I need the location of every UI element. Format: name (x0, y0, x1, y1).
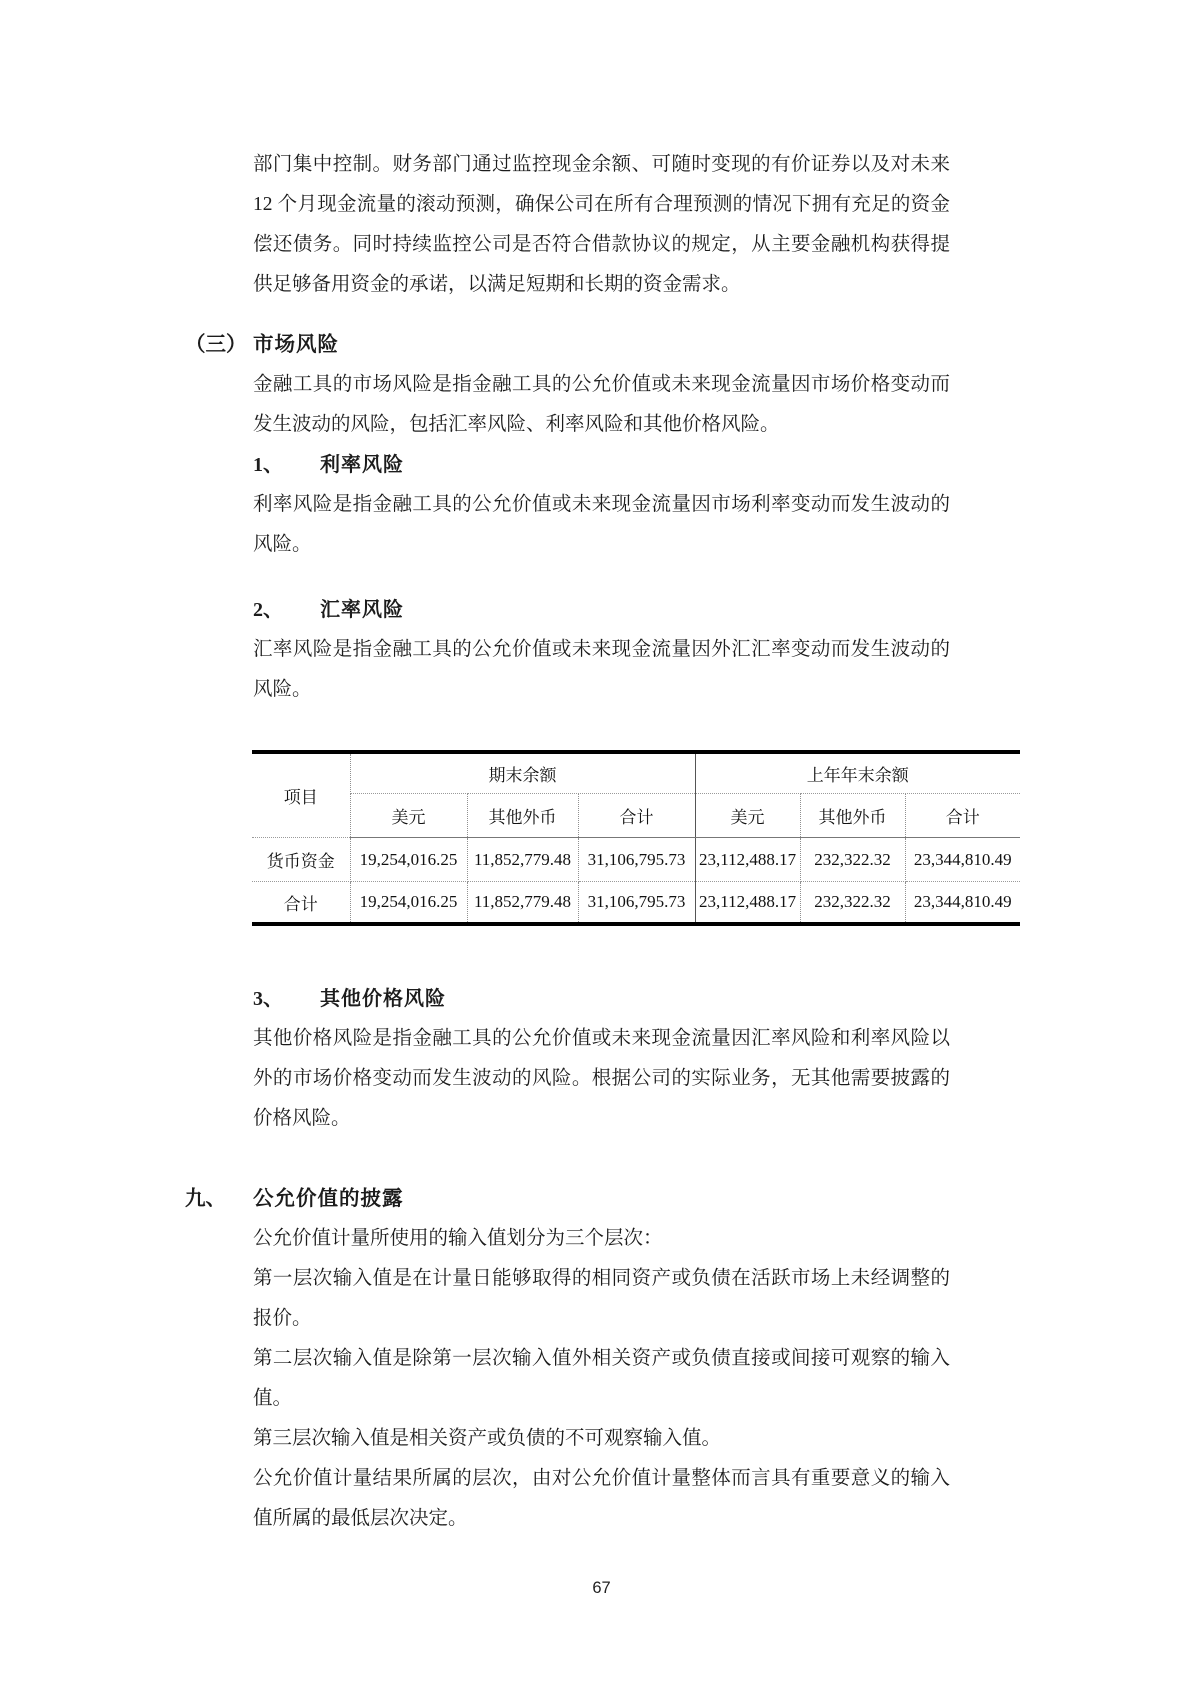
subheading-number-3: 3、 (253, 988, 283, 1010)
section-heading-fair-value (185, 1179, 1200, 1219)
table-subheader-other-currency-current: 其他外币 (467, 794, 578, 838)
row-label-total: 合计 (252, 882, 350, 925)
subheading-title-exchange-rate: 汇率风险 (320, 599, 404, 621)
subheading-number-1: 1、 (253, 454, 283, 476)
table-row-total (252, 882, 1020, 925)
fair-value-line: 第三层次输入值是相关资产或负债的不可观察输入值。 (253, 1428, 722, 1449)
section-title-fair-value: 公允价值的披露 (253, 1187, 404, 1210)
table-group-header-prior-year-end: 上年年末余额 (695, 752, 1020, 794)
cell-value: 19,254,016.25 (350, 838, 467, 882)
cell-value: 232,322.32 (800, 838, 905, 882)
cell-value: 11,852,779.48 (467, 838, 578, 882)
fair-value-line: 公允价值计量结果所属的层次，由对公允价值计量整体而言具有重要意义的输入值所属的最低层次决定。 (253, 1468, 950, 1529)
cell-value: 23,344,810.49 (905, 838, 1020, 882)
cell-value: 23,112,488.17 (695, 882, 800, 925)
table-subheader-total-prior: 合计 (905, 794, 1020, 838)
interest-rate-risk-paragraph: 利率风险是指金融工具的公允价值或未来现金流量因市场利率变动而发生波动的风险。 (253, 494, 950, 555)
table-subheader-other-currency-prior: 其他外币 (800, 794, 905, 838)
section-title-market-risk: 市场风险 (253, 333, 339, 356)
subheading-exchange-rate-risk (253, 590, 1200, 630)
table-subheader-usd-prior: 美元 (695, 794, 800, 838)
table-row-monetary-funds (252, 838, 1020, 882)
table-header-item: 项目 (252, 752, 350, 838)
row-label-monetary-funds: 货币资金 (252, 838, 350, 882)
table-subheader-usd-current: 美元 (350, 794, 467, 838)
fair-value-line: 公允价值计量所使用的输入值划分为三个层次： (253, 1228, 663, 1249)
cell-value: 23,344,810.49 (905, 882, 1020, 925)
section-heading-market-risk (185, 325, 1200, 365)
cell-value: 11,852,779.48 (467, 882, 578, 925)
subheading-number-2: 2、 (253, 599, 283, 621)
subheading-interest-rate-risk (253, 445, 1200, 485)
fair-value-line: 第二层次输入值是除第一层次输入值外相关资产或负债直接或间接可观察的输入值。 (253, 1348, 950, 1409)
cell-value: 19,254,016.25 (350, 882, 467, 925)
cell-value: 232,322.32 (800, 882, 905, 925)
cell-value: 31,106,795.73 (578, 838, 695, 882)
subheading-title-interest-rate: 利率风险 (320, 454, 404, 476)
cell-value: 31,106,795.73 (578, 882, 695, 925)
page-number: 67 (592, 1579, 611, 1597)
section-label-fair-value: 九、 (185, 1188, 226, 1210)
subheading-other-price-risk (253, 979, 1200, 1019)
table-subheader-total-current: 合计 (578, 794, 695, 838)
fair-value-line: 第一层次输入值是在计量日能够取得的相同资产或负债在活跃市场上未经调整的报价。 (253, 1268, 950, 1329)
table-group-header-period-end: 期末余额 (350, 752, 695, 794)
market-risk-paragraph: 金融工具的市场风险是指金融工具的公允价值或未来现金流量因市场价格变动而发生波动的风险，包括汇率风险、利率风险和其他价格风险。 (253, 374, 950, 435)
other-price-risk-paragraph: 其他价格风险是指金融工具的公允价值或未来现金流量因汇率风险和利率风险以外的市场价格变动而发生波动的风险。根据公司的实际业务，无其他需要披露的价格风险。 (253, 1028, 950, 1129)
intro-paragraph: 部门集中控制。财务部门通过监控现金余额、可随时变现的有价证券以及对未来 12 个月现金流量的滚动预测，确保公司在所有合理预测的情况下拥有充足的资金偿还债务。同时持续监控公司是否符合借款协议的规定，从主要金融机构获得提供足够备用资金的承诺，以满足短期和长期的资金需求。 (253, 154, 950, 295)
section-label-market-risk: （三） (185, 334, 247, 356)
exchange-rate-risk-paragraph: 汇率风险是指金融工具的公允价值或未来现金流量因外汇汇率变动而发生波动的风险。 (253, 639, 950, 700)
cell-value: 23,112,488.17 (695, 838, 800, 882)
foreign-currency-balance-table (252, 750, 1020, 926)
subheading-title-other-price: 其他价格风险 (320, 988, 446, 1010)
